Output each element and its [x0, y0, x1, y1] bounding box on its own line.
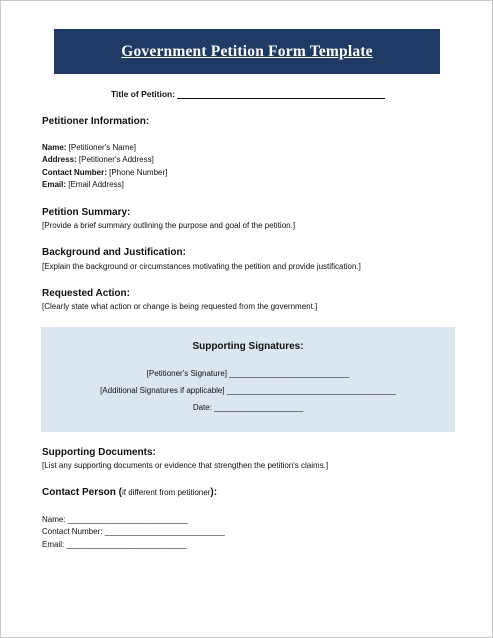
petitioner-contact-row — [42, 169, 167, 177]
supporting-documents-heading: Supporting Documents: — [42, 447, 156, 458]
petition-summary-heading: Petition Summary: — [42, 207, 131, 218]
petitioner-address-value: [Petitioner's Address] — [78, 155, 154, 164]
signatures-section — [41, 327, 455, 432]
document-title: Government Petition Form Template — [121, 42, 373, 60]
petitioner-contact-label: Contact Number: — [42, 168, 107, 177]
title-of-petition-blank[interactable] — [177, 89, 385, 99]
contact-person-heading — [42, 487, 217, 498]
title-of-petition-label: Title of Petition: — [111, 89, 176, 99]
requested-action-heading: Requested Action: — [42, 288, 130, 299]
petitioner-address-row — [42, 156, 154, 164]
petitioner-info-heading: Petitioner Information: — [42, 116, 150, 127]
contact-person-heading-start: Contact Person ( — [42, 487, 123, 498]
contact-number-line[interactable]: Contact Number: ___________________________ — [42, 527, 225, 536]
contact-name-line[interactable]: Name: ___________________________ — [42, 515, 188, 524]
background-heading: Background and Justification: — [42, 247, 186, 258]
petitioner-email-value: [Email Address] — [68, 180, 124, 189]
petitioner-name-label: Name: — [42, 143, 67, 152]
petitioner-email-row — [42, 181, 124, 189]
background-text: [Explain the background or circumstances motivating the petition and provide justification.] — [42, 262, 361, 271]
requested-action-text: [Clearly state what action or change is being requested from the government.] — [42, 302, 318, 311]
signatures-heading: Supporting Signatures: — [192, 341, 304, 352]
petitioner-contact-value: [Phone Number] — [109, 168, 168, 177]
petition-summary-text: [Provide a brief summary outlining the purpose and goal of the petition.] — [42, 221, 296, 230]
petitioner-address-label: Address: — [42, 155, 77, 164]
petitioner-name-row — [42, 144, 136, 152]
petitioner-name-value: [Petitioner's Name] — [68, 143, 137, 152]
petitioner-email-label: Email: — [42, 180, 67, 189]
supporting-documents-text: [List any supporting documents or evidence that strengthen the petition's claims.] — [42, 461, 329, 470]
title-of-petition-row — [111, 89, 385, 99]
contact-person-note: if different from petitioner — [122, 488, 211, 497]
contact-person-heading-end: ): — [210, 487, 218, 498]
contact-email-line[interactable]: Email: ___________________________ — [42, 540, 187, 549]
title-banner — [54, 29, 440, 74]
signature-date-line[interactable]: Date: ____________________ — [192, 403, 304, 412]
additional-signatures-line[interactable]: [Additional Signatures if applicable] ______________________________________ — [100, 386, 396, 395]
petitioner-signature-line[interactable]: [Petitioner's Signature] ___________________________ — [146, 369, 350, 378]
